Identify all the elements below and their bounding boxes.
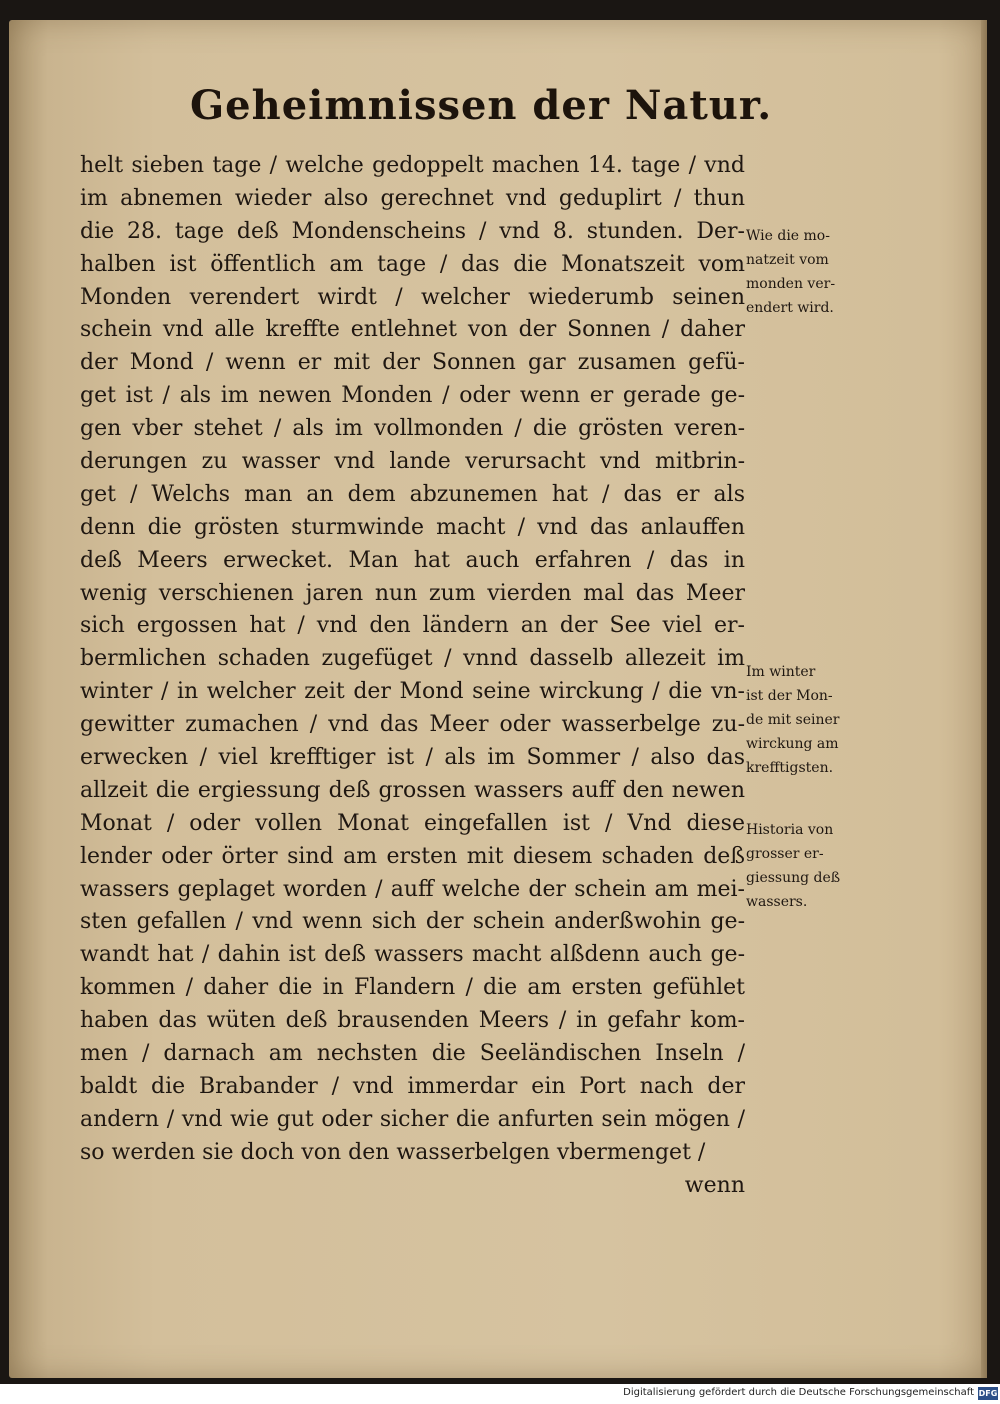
text-line: im abnemen wieder also gerechnet vnd geduplirt / thun: [80, 185, 745, 211]
margin-note-line: ist der Mon-: [746, 688, 833, 704]
text-line: so werden sie doch von den wasserbelgen vbermenget /: [80, 1139, 706, 1165]
margin-note-line: wassers.: [746, 894, 808, 910]
margin-note-line: natzeit vom: [746, 252, 829, 268]
margin-note-line: grosser er-: [746, 846, 824, 862]
text-line: Monden verendert wirdt / welcher wiederumb seinen: [80, 284, 745, 310]
page-edge: [981, 20, 987, 1378]
footer-bar: [0, 1384, 1000, 1404]
text-line: bermlichen schaden zugefüget / vnnd dasselb allezeit im: [80, 646, 745, 672]
margin-note-2: [746, 660, 866, 780]
text-line: lender oder örter sind am ersten mit diesem schaden deß: [80, 843, 745, 869]
text-line: haben das wüten deß brausenden Meers / in gefahr kom-: [80, 1008, 745, 1034]
text-line: sten gefallen / vnd wenn sich der schein anderßwohin ge-: [80, 909, 745, 935]
margin-note-line: giessung deß: [746, 870, 841, 886]
text-line: men / darnach am nechsten die Seeländischen Inseln /: [80, 1041, 745, 1067]
text-line: erwecken / viel krefftiger ist / als im Sommer / also das: [80, 745, 745, 771]
text-line: wandt hat / dahin ist deß wassers macht alßdenn auch ge-: [80, 942, 745, 968]
margin-note-3: [746, 818, 866, 914]
margin-note-line: Wie die mo-: [746, 228, 830, 244]
text-line: wenig verschienen jaren nun zum vierden mal das Meer: [80, 580, 745, 606]
margin-note-line: Historia von: [746, 822, 834, 838]
text-line: wassers geplaget worden / auff welche der schein am mei-: [80, 876, 745, 902]
margin-note-line: krefftigsten.: [746, 760, 834, 776]
text-line: deß Meers erwecket. Man hat auch erfahren / das in: [80, 547, 745, 573]
text-line: die 28. tage deß Mondenscheins / vnd 8. stunden. Der-: [80, 218, 745, 244]
margin-note-line: monden ver-: [746, 276, 836, 292]
footer-credit: Digitalisierung gefördert durch die Deutsche Forschungsgemeinschaft: [623, 1387, 974, 1398]
text-line: denn die grösten sturmwinde macht / vnd das anlauffen: [80, 514, 745, 540]
text-line: kommen / daher die in Flandern / die am ersten gefühlet: [80, 975, 745, 1001]
text-line: allzeit die ergiessung deß grossen wassers auff den newen: [80, 777, 745, 803]
text-line: der Mond / wenn er mit der Sonnen gar zusamen gefü-: [80, 350, 745, 376]
running-head: Geheimnissen der Natur.: [190, 82, 773, 129]
margin-note-line: de mit seiner: [746, 712, 840, 728]
text-line: Monat / oder vollen Monat eingefallen ist / Vnd diese: [80, 810, 745, 836]
text-line: schein vnd alle krefftе entlehnet von der Sonnen / daher: [80, 317, 745, 343]
text-line: winter / in welcher zeit der Mond seine wirckung / die vn-: [80, 679, 745, 705]
text-line: get / Welchs man an dem abzunemen hat / das er als: [80, 481, 745, 507]
text-line: helt sieben tage / welche gedoppelt machen 14. tage / vnd: [80, 153, 745, 178]
text-line: gen vber stehet / als im vollmonden / die grösten veren-: [80, 416, 745, 442]
margin-note-line: Im winter: [746, 664, 816, 680]
catchword: wenn: [684, 1172, 745, 1198]
margin-note-line: wirckung am: [746, 736, 839, 752]
text-line: halben ist öffentlich am tage / das die Monatszeit vom: [80, 251, 745, 277]
dfg-logo: DFG: [978, 1389, 998, 1398]
main-text-block: [80, 150, 745, 1203]
text-line: gewitter zumachen / vnd das Meer oder wasserbelge zu-: [80, 712, 745, 738]
text-line: sich ergossen hat / vnd den ländern an der See viel er-: [80, 613, 745, 639]
text-line: derungen zu wasser vnd lande verursacht vnd mitbrin-: [80, 449, 745, 475]
text-line: andern / vnd wie gut oder sicher die anfurten sein mögen /: [80, 1106, 745, 1132]
margin-note-1: [746, 224, 866, 320]
text-line: baldt die Brabander / vnd immerdar ein Port nach der: [80, 1073, 745, 1099]
margin-note-line: endert wird.: [746, 300, 834, 316]
text-line: get ist / als im newen Monden / oder wenn er gerade ge-: [80, 383, 745, 409]
